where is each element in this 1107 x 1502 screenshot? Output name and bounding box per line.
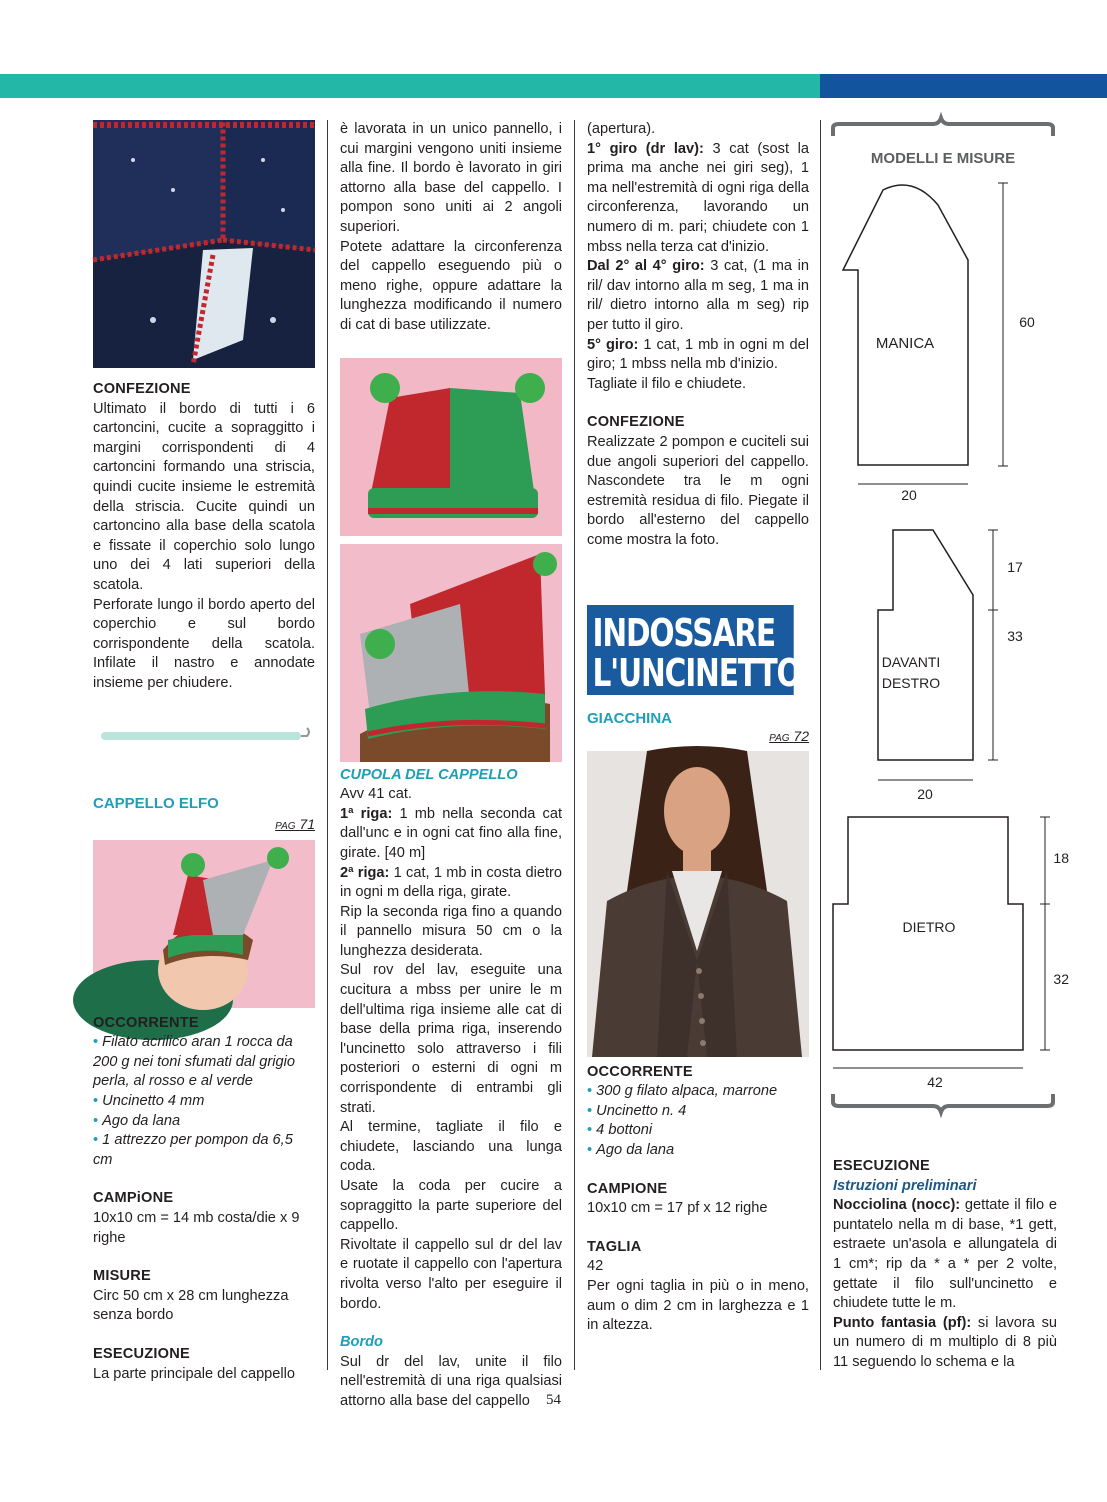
davanti-label-1: DAVANTI [881, 654, 941, 670]
list-item: • 1 attrezzo per pompon da 6,5 cm [93, 1131, 315, 1170]
riga-1-label: 1ª riga: [340, 805, 393, 822]
misure-heading: MISURE [93, 1268, 151, 1285]
nocciolina [833, 1196, 1057, 1314]
bordo-heading: Bordo [340, 1334, 383, 1351]
manica-label: MANICA [875, 335, 935, 352]
rivoltate-text: Rivoltate il cappello sul dr del lav e ruotate il cappello con l'apertura rivolta verso l'alto per eseguire il bordo. [340, 1236, 562, 1312]
bracket-bottom [833, 1094, 1053, 1112]
riga-2-text: 1 cat, 1 mb in costa dietro in ogni m della riga, girate. [340, 864, 562, 901]
pag-number: 71 [299, 816, 315, 833]
riga-2 [340, 864, 562, 903]
crochet-hook-image [93, 714, 315, 754]
manica-height: 60 [1019, 314, 1035, 330]
apertura-text: (apertura). [587, 121, 656, 137]
esecuzione-text: La parte principale del cappello [93, 1365, 296, 1382]
section-banner [587, 605, 801, 696]
bordo-text: Sul dr del lav, unite il filo nell'estremità di una riga qualsiasi attorno alla base del cappello [340, 1353, 562, 1409]
esecuzione-heading: ESECUZIONE [833, 1158, 930, 1174]
riga-1 [340, 805, 562, 864]
top-color-bar [0, 74, 1107, 98]
confezione-text-2: Perforate lungo il bordo aperto del coperchio e sul bordo corrispondente della scatola. Infilate il nastro e annodate insieme per chiudere. [93, 596, 315, 691]
occorrente-list [587, 1082, 809, 1160]
davanti-destro-pattern [878, 530, 973, 760]
patterns-diagram [833, 120, 1069, 1120]
dietro-width: 42 [927, 1074, 943, 1090]
davanti-height-1: 17 [1007, 559, 1023, 575]
column-3 [587, 120, 809, 1336]
confezione-text: Ultimato il bordo di tutti i 6 cartoncini, cucite a sopraggitto i margini corrispondenti di 4 cartoncini formando una striscia, quindi cucite insieme le estremità della striscia. Cucite quindi un cartoncino alla base della scatola e fissate il coperchio solo lungo uno dei 4 lati superiori della scatola. [93, 400, 315, 593]
confezione-heading: CONFEZIONE [587, 414, 685, 431]
punto-fantasia [833, 1314, 1057, 1373]
manica-width: 20 [901, 487, 917, 503]
column-rule [820, 120, 821, 1370]
confezione-text: Realizzate 2 pompon e cuciteli sui due angoli superiori del cappello. Nascondete tra le m ogni estremità residua di filo. Piegate il bordo all'esterno del cappello come mostra la foto. [587, 433, 809, 548]
list-item: • Ago da lana [587, 1141, 809, 1161]
tagliate-text: Tagliate il filo e chiudete. [587, 375, 747, 392]
dietro-height-1: 18 [1053, 850, 1069, 866]
dietro-height-2: 32 [1053, 971, 1069, 987]
occorrente-heading: OCCORRENTE [93, 1014, 199, 1031]
campione-heading: CAMPiONE [93, 1190, 174, 1207]
istruzioni-heading: Istruzioni preliminari [833, 1177, 977, 1194]
list-item: • 4 bottoni [587, 1121, 809, 1141]
misure-text: Circ 50 cm x 28 cm lunghezza senza bordo [93, 1287, 289, 1324]
rov-text: Sul rov del lav, eseguite una cucitura a mbss per unire le m dell'ultima riga insieme alle cat di base della prima riga, inserendo l'uncinetto solo attraverso i fili posteriori o esterni di ogni m corrispondente di entrambi gli strati. [340, 962, 562, 1116]
taglia-heading: TAGLIA [587, 1238, 642, 1255]
pag-number: 72 [793, 728, 809, 745]
column-rule [574, 120, 575, 1370]
hat-side-photo [340, 544, 562, 762]
manica-pattern [843, 185, 968, 465]
giro-2-label: Dal 2° al 4° giro: [587, 258, 705, 275]
diagram-title: MODELLI E MISURE [870, 150, 1016, 167]
giacchina-title: GIACCHINA [587, 710, 672, 728]
column-rule [327, 120, 328, 1370]
nocciolina-text: gettate il filo e puntatelo nella m di base, *1 gett, estraete un'asola e allungatela di 1 cm*; rip da * a * per 2 volte, gettate il filo sull'uncinetto e chiudete tutte le m. [833, 1197, 1057, 1312]
giro-1-text: 3 cat (sost la prima ma anche nei giri seg), 1 ma nell'estremità di ogni riga della circonferenza, lavorando un numero di m. pari; chiudete con 1 mbss nella terza cat d'inizio. [587, 140, 809, 255]
list-item: • 300 g filato alpaca, marrone [587, 1082, 809, 1102]
campione-text: 10x10 cm = 14 mb costa/die x 9 righe [93, 1210, 300, 1246]
giro-2-text: 3 cat, (1 ma in ril/ dav intorno alla m seg, 1 ma in ril/ dietro intorno alla m seg) rip per tutto il giro. [587, 258, 809, 333]
page-number: 54 [546, 1392, 561, 1408]
davanti-label-2: DESTRO [881, 675, 941, 691]
elf-hat-model-photo [93, 840, 315, 1008]
riga-1-text: 1 mb nella seconda cat dall'unc e in ogni cat fino alla fine, girate. [40 m] [340, 805, 562, 861]
gift-box-photo [93, 120, 315, 368]
punto-fantasia-label: Punto fantasia (pf): [833, 1314, 972, 1331]
esecuzione-heading: ESECUZIONE [93, 1346, 190, 1362]
riga-2-label: 2ª riga: [340, 864, 390, 881]
list-item: • Filato acrilico aran 1 rocca da 200 g nei toni sfumati dal grigio perla, al rosso e al verde [93, 1033, 315, 1092]
bracket-top [833, 118, 1053, 136]
column-1 [93, 120, 315, 1384]
davanti-height-2: 33 [1007, 628, 1023, 644]
taglia-text: Per ogni taglia in più o in meno, aum o dim 2 cm in larghezza e 1 in altezza. [587, 1278, 809, 1334]
top-bar-blue [820, 74, 1107, 98]
giro-1-label: 1° giro (dr lav): [587, 140, 704, 157]
column-4-text [833, 1157, 1057, 1373]
punto-fantasia-text: si lavora su un numero di m multiplo di 8 più 11 seguendo lo schema e la [833, 1314, 1057, 1370]
termine-text: Al termine, tagliate il filo e chiudete, lasciando una lunga coda. [340, 1119, 562, 1175]
intro-text-2: Potete adattare la circonferenza del cappello eseguendo più o meno righe, oppure adattare la lunghezza modificando il numero di cat di base utilizzate. [340, 238, 562, 333]
giro-1 [587, 140, 809, 258]
cappello-elfo-title: CAPPELLO ELFO [93, 794, 219, 812]
giro-5 [587, 336, 809, 375]
giro-2 [587, 257, 809, 335]
nocciolina-label: Nocciolina (nocc): [833, 1197, 961, 1214]
list-item: • Ago da lana [93, 1112, 315, 1132]
giro-5-label: 5° giro: [587, 336, 639, 353]
dietro-label: DIETRO [902, 919, 956, 935]
pag-label: PAG [769, 733, 790, 745]
hat-back-photo [340, 358, 562, 536]
pag-label: PAG [275, 821, 296, 833]
giro-5-text: 1 cat, 1 mb in ogni m del giro; 1 mbss nella mb d'inizio. [587, 336, 810, 373]
davanti-width: 20 [917, 786, 933, 802]
cupola-heading: CUPOLA DEL CAPPELLO [340, 766, 518, 783]
campione-text: 10x10 cm = 17 pf x 12 righe [587, 1200, 768, 1217]
top-bar-teal [0, 74, 820, 98]
list-item: • Uncinetto n. 4 [587, 1102, 809, 1122]
taglia-size: 42 [587, 1258, 604, 1275]
avv-text: Avv 41 cat. [340, 786, 412, 803]
banner-line-2: L'UNCINETTO [592, 651, 801, 696]
occorrente-heading: OCCORRENTE [587, 1063, 693, 1080]
banner-line-1: INDOSSARE [592, 611, 775, 656]
page-reference [587, 727, 809, 749]
rip-text: Rip la seconda riga fino a quando il pannello misura 50 cm o la lunghezza desiderata. [340, 903, 562, 959]
page-reference [93, 815, 315, 837]
occorrente-list [93, 1033, 315, 1170]
campione-heading: CAMPIONE [587, 1180, 668, 1197]
cardigan-model-photo [587, 751, 809, 1057]
list-item: • Uncinetto 4 mm [93, 1092, 315, 1112]
column-2 [340, 120, 562, 1412]
intro-text: è lavorata in un unico pannello, i cui margini vengono uniti insieme alla fine. Il bordo è lavorato in giri attorno alla base del cappello. I pompon sono uniti ai 2 angoli superiori. [340, 121, 562, 235]
confezione-heading: CONFEZIONE [93, 381, 191, 397]
usate-text: Usate la coda per cucire a sopraggitto la parte superiore del cappello. [340, 1178, 562, 1234]
